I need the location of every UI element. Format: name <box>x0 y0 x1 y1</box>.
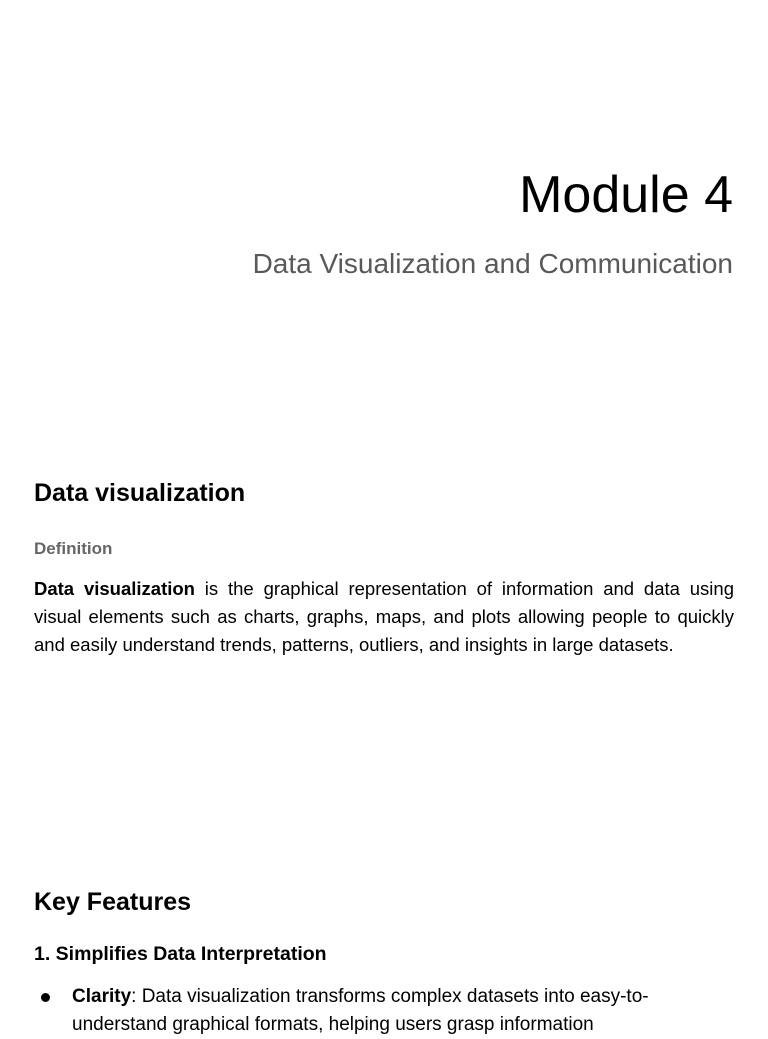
section-heading-key-features: Key Features <box>34 888 192 916</box>
bullet-icon <box>41 993 50 1002</box>
list-item <box>34 983 734 1039</box>
definition-paragraph <box>34 575 734 659</box>
bullet-term: Clarity <box>72 986 132 1007</box>
module-title: Module 4 <box>519 166 733 224</box>
definition-subheading: Definition <box>34 539 113 558</box>
bullet-text: : Data visualization transforms complex datasets into easy-to-understand graphical formats, helping users grasp information <box>72 986 649 1035</box>
feature-heading: 1. Simplifies Data Interpretation <box>34 943 327 965</box>
feature-bullet-list <box>34 983 734 1039</box>
definition-term: Data visualization <box>34 578 195 599</box>
definition-text: is the graphical representation of information and data using visual elements such as charts, graphs, maps, and plots allowing people to quickly and easily understand trends, patterns, outliers, and insights in large datasets. <box>34 578 734 655</box>
section-heading-data-visualization: Data visualization <box>34 479 246 507</box>
module-subtitle: Data Visualization and Communication <box>252 248 733 279</box>
